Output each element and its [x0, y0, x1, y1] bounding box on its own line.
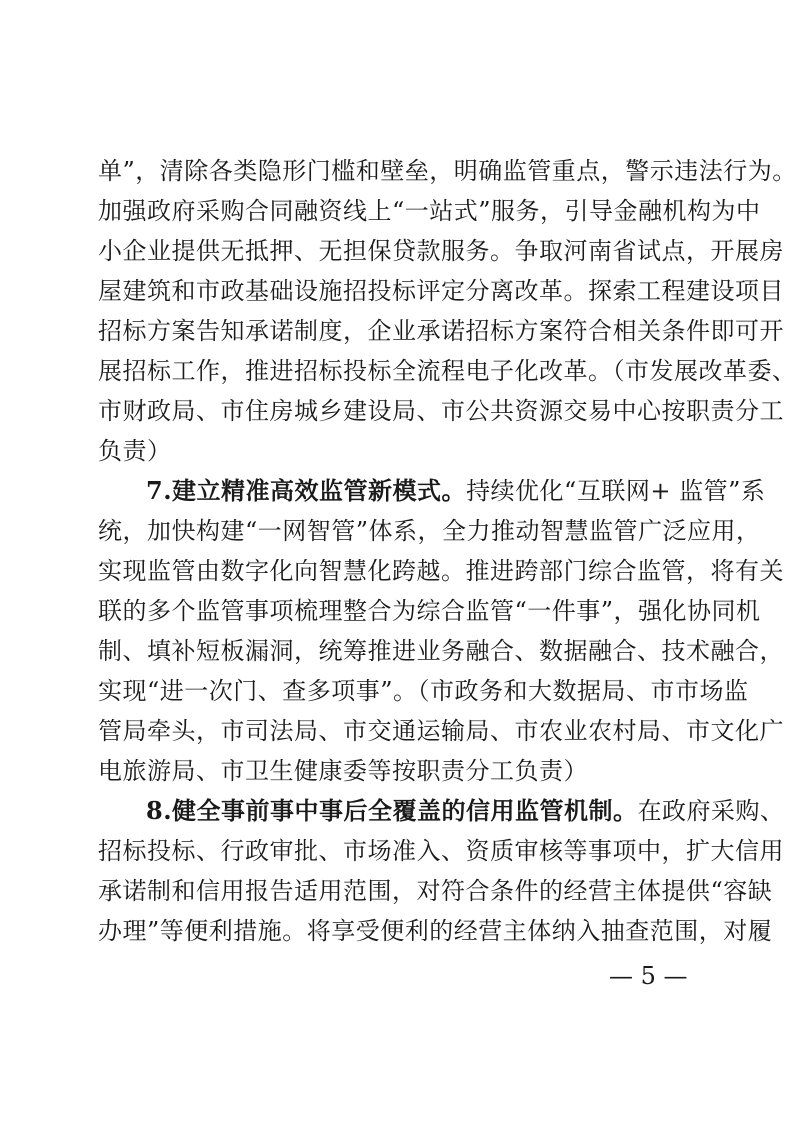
section-7-text-start: 持续优化“互联网+ 监管”系 [466, 477, 766, 505]
body-text-line: 展招标工作，推进招标投标全流程电子化改革。（市发展改革委、 [98, 357, 797, 385]
body-text-line: 负责） [98, 437, 172, 465]
body-text-line: 市财政局、市住房城乡建设局、市公共资源交易中心按职责分工 [98, 397, 784, 425]
body-text-line: 制、填补短板漏洞，统筹推进业务融合、数据融合、技术融合， [98, 637, 784, 665]
body-text-line: 统，加快构建“一网智管”体系，全力推动智慧监管广泛应用， [98, 517, 761, 545]
body-text-line: 承诺制和信用报告适用范围，对符合条件的经营主体提供“容缺 [98, 877, 773, 905]
body-text-line: 招标方案告知承诺制度，企业承诺招标方案符合相关条件即可开 [98, 317, 784, 345]
section-7-heading: 7.建立精准高效监管新模式。 [146, 476, 467, 505]
section-8-heading: 8.健全事前事中事后全覆盖的信用监管机制。 [146, 796, 638, 825]
body-text-line: 实现监管由数字化向智慧化跨越。推进跨部门综合监管，将有关 [98, 557, 784, 585]
section-8-first-line [146, 791, 785, 831]
page-number: — 5 — [609, 962, 688, 990]
body-text-line: 加强政府采购合同融资线上“一站式”服务，引导金融机构为中 [98, 197, 761, 225]
body-text-line: 联的多个监管事项梳理整合为综合监管“一件事”，强化协同机 [98, 597, 761, 625]
body-text-line: 招标投标、行政审批、市场准入、资质审核等事项中，扩大信用 [98, 837, 784, 865]
body-text-line: 办理”等便利措施。将享受便利的经营主体纳入抽查范围，对履 [98, 917, 773, 945]
body-text-line: 管局牵头，市司法局、市交通运输局、市农业农村局、市文化广 [98, 717, 784, 745]
body-text-line: 屋建筑和市政基础设施招投标评定分离改革。探索工程建设项目 [98, 277, 784, 305]
section-8-text-start: 在政府采购、 [637, 797, 785, 825]
section-7-first-line [146, 471, 766, 511]
body-text-line: 单”，清除各类隐形门槛和壁垒，明确监管重点，警示违法行为。 [98, 157, 797, 185]
body-text-line: 小企业提供无抵押、无担保贷款服务。争取河南省试点，开展房 [98, 237, 784, 265]
body-text-line: 电旅游局、市卫生健康委等按职责分工负责） [98, 757, 588, 785]
body-text-line: 实现“进一次门、查多项事”。（市政务和大数据局、市市场监 [98, 677, 749, 705]
